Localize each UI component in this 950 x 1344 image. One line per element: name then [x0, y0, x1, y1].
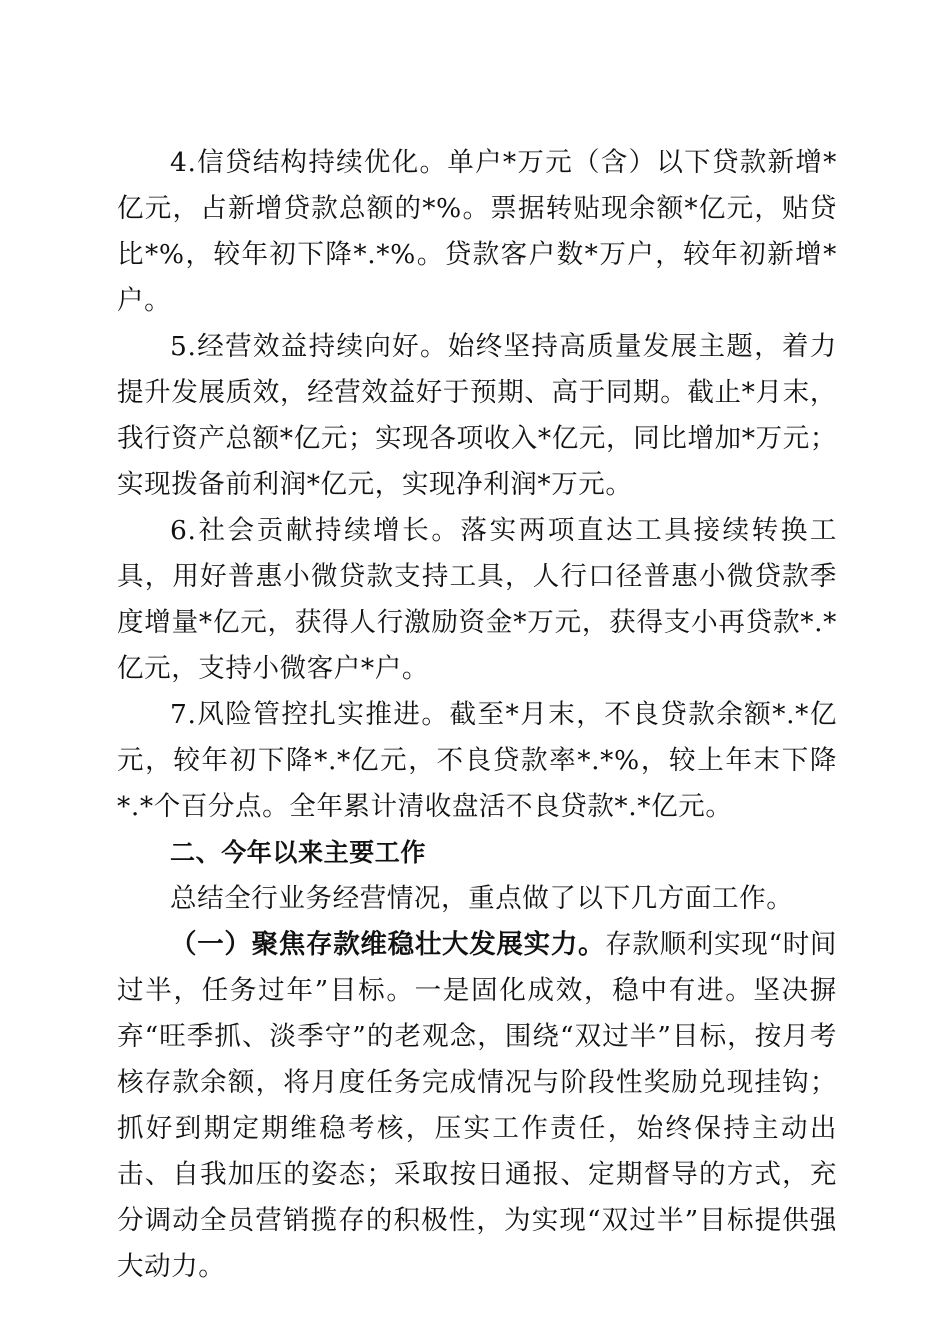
subsection-title: （一）聚焦存款维稳壮大发展实力。 [170, 929, 606, 960]
paragraph-social-contribution: 6.社会贡献持续增长。落实两项直达工具接续转换工具，用好普惠小微贷款支持工具，人行口径普惠小微贷款季度增量*亿元，获得人行激励资金*万元，获得支小再贷款*.*亿元，支持小微客户*户。 [117, 515, 837, 684]
section-intro: 总结全行业务经营情况，重点做了以下几方面工作。 [170, 883, 794, 914]
section-heading: 二、今年以来主要工作 [170, 838, 427, 867]
paragraph-operating-results: 5.经营效益持续向好。始终坚持高质量发展主题，着力提升发展质效，经营效益好于预期、高于同期。截止*月末，我行资产总额*亿元；实现各项收入*亿元，同比增加*万元；实现拨备前利润*亿元，实现净利润*万元。 [117, 331, 837, 500]
paragraph-credit-structure: 4.信贷结构持续优化。单户*万元（含）以下贷款新增*亿元，占新增贷款总额的*%。票据转贴现余额*亿元，贴贷比*%，较年初下降*.*%。贷款客户数*万户，较年初新增*户。 [117, 147, 837, 316]
paragraph-risk-control: 7.风险管控扎实推进。截至*月末，不良贷款余额*.*亿元，较年初下降*.*亿元，不良贷款率*.*%，较上年末下降*.*个百分点。全年累计清收盘活不良贷款*.*亿元。 [117, 699, 837, 822]
document-body [117, 140, 837, 1290]
subsection-paragraph [117, 922, 837, 1290]
subsection-body: 存款顺利实现“时间过半，任务过年”目标。一是固化成效，稳中有进。坚决摒弃“旺季抓、淡季守”的老观念，围绕“双过半”目标，按月考核存款余额，将月度任务完成情况与阶段性奖励兑现挂钩；抓好到期定期维稳考核，压实工作责任，始终保持主动出击、自我加压的姿态；采取按日通报、定期督导的方式，充分调动全员营销揽存的积极性，为实现“双过半”目标提供强大动力。 [117, 929, 837, 1282]
